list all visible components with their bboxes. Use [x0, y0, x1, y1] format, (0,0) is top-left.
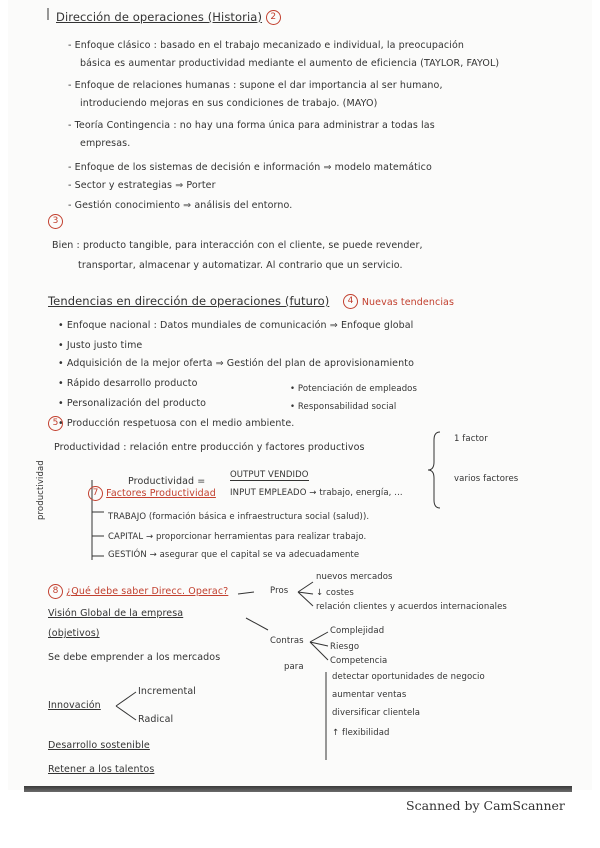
scanner-watermark: Scanned by CamScanner: [406, 798, 565, 813]
note-line: - Sector y estrategias ⇒ Porter: [68, 180, 216, 191]
note-line: Se debe emprender a los mercados: [48, 652, 221, 663]
note-line: aumentar ventas: [332, 690, 407, 700]
page-edge: [24, 786, 572, 792]
note-line: • Responsabilidad social: [290, 402, 397, 412]
note-line: • Adquisición de la mejor oferta ⇒ Gestión del plan de aprovisionamiento: [58, 358, 414, 369]
note-line: (objetivos): [48, 628, 100, 639]
note-line: básica es aumentar productividad mediante el aumento de eficiencia (TAYLOR, FAYOL): [80, 58, 500, 69]
note-line: • Enfoque nacional : Datos mundiales de comunicación ⇒ Enfoque global: [58, 320, 414, 331]
note-line: - Enfoque de los sistemas de decisión e información ⇒ modelo matemático: [68, 162, 432, 173]
note-line: Desarrollo sostenible: [48, 740, 150, 751]
note-line: 1 factor: [454, 434, 488, 444]
note-line: Innovación: [48, 700, 101, 711]
section-number: 5: [48, 416, 63, 431]
factors-title: 7 Factores Productividad: [88, 486, 216, 501]
note-line: - Enfoque de relaciones humanas : supone el dar importancia al ser humano,: [68, 80, 443, 91]
note-line: • Producción respetuosa con el medio ambiente.: [58, 418, 295, 429]
note-line: varios factores: [454, 474, 519, 484]
note-line: • Personalización del producto: [58, 398, 207, 409]
section-title-saber: 8 ¿Qué debe saber Direcc. Operac?: [48, 584, 228, 599]
note-line: Contras: [270, 636, 304, 646]
note-line: GESTIÓN → asegurar que el capital se va adecuadamente: [108, 550, 360, 560]
note-line: - Teoría Contingencia : no hay una forma única para administrar a todas las: [68, 120, 435, 131]
section-tag: Nuevas tendencias: [361, 297, 455, 308]
section-number: 2: [266, 10, 281, 25]
note-line: Visión Global de la empresa: [48, 608, 184, 619]
note-line: relación clientes y acuerdos internacionales: [316, 602, 507, 612]
note-line: - Enfoque clásico : basado en el trabajo mecanizado e individual, la preocupación: [68, 40, 464, 51]
note-line: Radical: [138, 714, 174, 725]
note-line: - Gestión conocimiento ⇒ análisis del entorno.: [68, 200, 293, 211]
note-line: Bien : producto tangible, para interacción con el cliente, se puede revender,: [52, 240, 423, 251]
section-number: 4: [343, 294, 358, 309]
note-line: ↑ flexibilidad: [332, 728, 390, 738]
side-label: productividad: [36, 460, 46, 520]
note-line: • Rápido desarrollo producto: [58, 378, 198, 389]
formula-denominator: INPUT EMPLEADO → trabajo, energía, ...: [230, 488, 403, 498]
note-line: • Justo justo time: [58, 340, 143, 351]
note-line: para: [284, 662, 304, 672]
note-line: empresas.: [80, 138, 131, 149]
formula-label: Productividad =: [128, 476, 206, 487]
note-line: Productividad : relación entre producción y factores productivos: [54, 442, 365, 453]
note-line: diversificar clientela: [332, 708, 421, 718]
formula-numerator: OUTPUT VENDIDO: [230, 470, 309, 480]
note-line: Riesgo: [330, 642, 360, 652]
note-line: Incremental: [138, 686, 196, 697]
note-line: CAPITAL → proporcionar herramientas para realizar trabajo.: [108, 532, 367, 542]
section-title-historia: Dirección de operaciones (Historia) 2: [56, 10, 281, 25]
note-line: nuevos mercados: [316, 572, 393, 582]
section-number: 3: [48, 214, 63, 229]
note-line: transportar, almacenar y automatizar. Al contrario que un servicio.: [78, 260, 403, 271]
section-title-tendencias: Tendencias en dirección de operaciones (futuro) 4 Nuevas tendencias: [48, 294, 455, 308]
note-line: • Potenciación de empleados: [290, 384, 418, 394]
note-line: introduciendo mejoras en sus condiciones de trabajo. (MAYO): [80, 98, 378, 109]
note-line: Pros: [270, 586, 289, 596]
note-line: Complejidad: [330, 626, 385, 636]
note-line: Competencia: [330, 656, 388, 666]
note-line: ↓ costes: [316, 588, 354, 598]
note-line: detectar oportunidades de negocio: [332, 672, 485, 682]
note-line: Retener a los talentos: [48, 764, 155, 775]
note-line: TRABAJO (formación básica e infraestructura social (salud)).: [108, 512, 370, 522]
notebook-page: [8, 0, 592, 790]
